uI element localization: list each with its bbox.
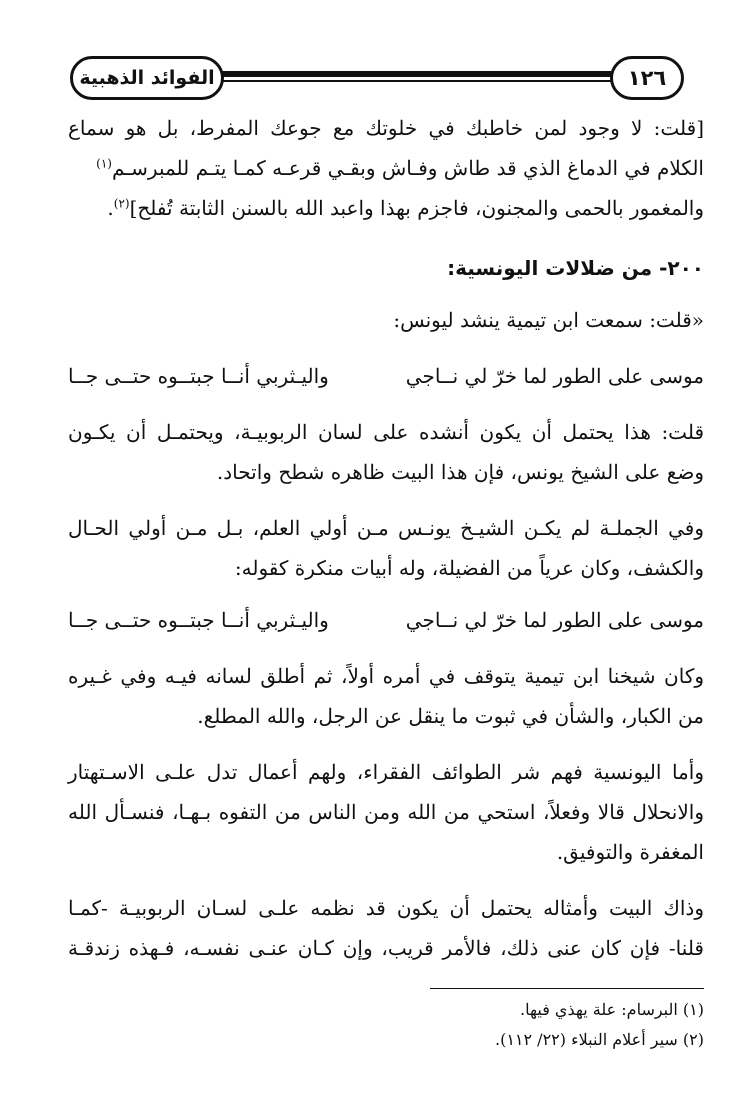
book-title: الفوائد الذهبية — [70, 56, 224, 100]
verse-1-second-hemistich: واليـثربي أنــا جبتــوه حتــى جــا — [68, 364, 329, 388]
section-heading: ٢٠٠- من ضلالات اليونسية: — [447, 256, 704, 280]
verse-2 — [68, 608, 704, 632]
p1-line2-text: الكلام في الدماغ الذي قد طاش وفـاش وبقـي قرعـه كمـا يتـم للمبرسـم — [111, 156, 704, 180]
footnote-separator — [430, 988, 704, 989]
body-text — [68, 0, 704, 980]
p7-line1: وذاك البيت وأمثاله يحتمل أن يكون قد نظمه علـى لسـان الربوبيـة -كمـا — [68, 896, 704, 920]
footnote-1: (١) البرسام: علة يهذي فيها. — [520, 1000, 704, 1019]
p1-line3 — [68, 196, 704, 220]
verse-1-first-hemistich: موسى على الطور لما خرّ لي نــاجي — [405, 364, 704, 388]
footnote-ref-1: (١) — [96, 156, 112, 171]
footnote-ref-2: (٢) — [113, 196, 130, 211]
p5-line1: وكان شيخنا ابن تيمية يتوقف في أمره أولاً، ثم أطلق لسانه فيـه وفي غـيره — [68, 664, 704, 688]
p6-line2: والانحلال قالا وفعلاً، استحي من الله ومن الناس من التفوه بـهـا، فنسـأل الله — [68, 800, 704, 824]
p3-line1: قلت: هذا يحتمل أن يكون أنشده على لسان الربوبيـة، ويحتمـل أن يكـون — [68, 420, 704, 444]
p1-line3-text: والمغمور بالحمى والمجنون، فاجزم بهذا واعبد الله بالسنن الثابتة تُفلح] — [129, 196, 704, 220]
p4-line2: والكشف، وكان عرياً من الفضيلة، وله أبيات منكرة كقوله: — [234, 556, 704, 580]
p7-line2: قلنا- فإن كان عنى ذلك، فالأمر قريب، وإن كـان عنـى نفسـه، فـهذه زندقـة — [68, 936, 704, 960]
verse-2-first-hemistich: موسى على الطور لما خرّ لي نــاجي — [405, 608, 704, 632]
verse-2-second-hemistich: واليـثربي أنــا جبتــوه حتــى جــا — [68, 608, 329, 632]
p6-line3: المغفرة والتوفيق. — [556, 840, 704, 864]
page-number: ١٢٦ — [610, 56, 684, 100]
p3-line2: وضع على الشيخ يونس، فإن هذا البيت ظاهره شطح واتحاد. — [216, 460, 704, 484]
p2-line1: «قلت: سمعت ابن تيمية ينشد ليونس: — [393, 308, 704, 332]
p1-line2 — [68, 156, 704, 180]
p6-line1: وأما اليونسية فهم شر الطوائف الفقراء، ولهم أعمال تدل علـى الاسـتهتار — [68, 760, 704, 784]
p4-line1: وفي الجملـة لم يكـن الشيـخ يونـس مـن أولي العلم، بـل مـن أولي الحـال — [68, 516, 704, 540]
footnote-2: (٢) سير أعلام النبلاء (٢٢/ ١١٢). — [494, 1030, 704, 1049]
p5-line2: من الكبار، والشأن في ثبوت ما ينقل عن الرجل، والله المطلع. — [197, 704, 704, 728]
verse-1 — [68, 364, 704, 388]
p1-line1: [قلت: لا وجود لمن خاطبك في خلوتك مع جوعك المفرط، بل هو سماع — [68, 116, 704, 140]
p1-line3-end: . — [107, 196, 114, 220]
